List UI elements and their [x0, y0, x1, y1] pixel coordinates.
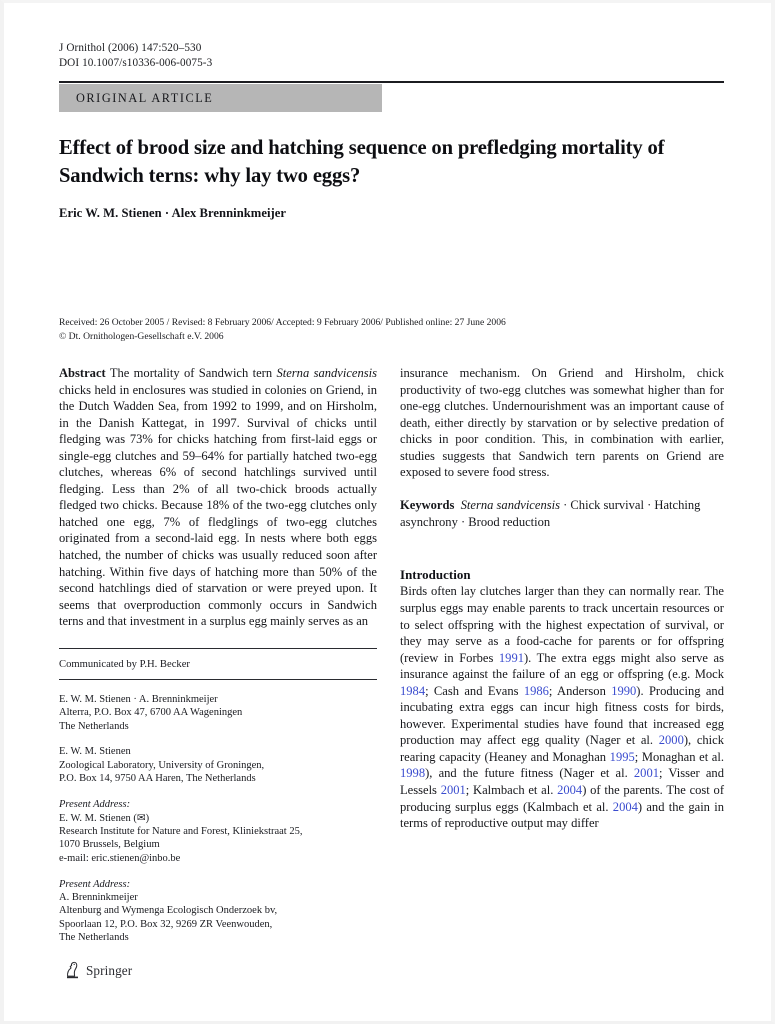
footnote-rule-bottom: [59, 679, 377, 680]
article-type-label: ORIGINAL ARTICLE: [76, 91, 214, 105]
affiliation-item: [59, 878, 377, 945]
affiliation-item: [59, 693, 377, 733]
affiliation-line: Research Institute for Nature and Forest, Kliniekstraat 25,: [59, 825, 303, 837]
citation-forbes-1991[interactable]: 1991: [498, 650, 524, 665]
copyright-line: © Dt. Ornithologen-Gesellschaft e.V. 2006: [59, 330, 224, 342]
publication-history: [59, 316, 724, 343]
doi-line: DOI 10.1007/s10336-006-0075-3: [59, 56, 213, 69]
journal-header: [59, 41, 212, 70]
abstract-continuation: insurance mechanism. On Griend and Hirsholm, chick productivity of two-egg clutches was somewhat higher than for one-egg clutches. Undernourishment was an important cause of death, either directly by starvation or by selective predation of chicks in poor condition. This, in combination with earlier, studies suggests that Sandwich tern parents on Griend are exposed to severe food stress.: [400, 366, 724, 480]
citation-cash-evans-1986[interactable]: 1986: [523, 683, 549, 698]
present-address-label: Present Address:: [59, 799, 131, 811]
left-column: [59, 365, 377, 630]
keywords-terms: · Chick survival · Hatching asynchrony · Brood reduction: [400, 498, 701, 529]
introduction-paragraph: [400, 583, 724, 831]
affiliations-block: [59, 648, 377, 945]
journal-citation: J Ornithol (2006) 147:520–530: [59, 42, 202, 54]
keywords-label: Keywords: [400, 498, 455, 513]
affiliation-email[interactable]: e-mail: eric.stienen@inbo.be: [59, 852, 181, 864]
intro-seg-12: ) and the gain in terms of reproductive output may differ: [400, 799, 724, 831]
communicated-by: Communicated by P.H. Becker: [59, 658, 190, 670]
citation-anderson-1990[interactable]: 1990: [611, 683, 637, 698]
abstract-text-body: chicks held in enclosures was studied in colonies on Griend, in the Dutch Wadden Sea, from 1992 to 1999, and on Hirsholm, in the Danish Kattegat, in 1997. Survival of chicks until fledging was 73% for chicks hatching from first-laid eggs or single-egg clutches and 59–64% for partially hatched two-egg clutches, whereas 6% of second hatchlings survived until fledging. Less than 2% of all two-chick broods actually fledged two chicks. Because 18% of the two-egg clutches only hatched one egg, 7% of fledglings of two-egg clutches originated from a second-laid egg. In nests where both eggs hatched, the number of chicks was usually reduced soon after hatching. Within five days of hatching more than 50% of the second hatchlings died of starvation or were preyed upon. It seems that overproduction commonly occurs in Sandwich terns and that investment in a surplus egg mainly serves as an: [59, 382, 377, 629]
author-list: Eric W. M. Stienen · Alex Brenninkmeijer: [59, 206, 287, 220]
abstract-paragraph: [59, 365, 377, 630]
citation-monaghan-1998[interactable]: 1998: [400, 766, 426, 781]
abstract-label: Abstract: [59, 366, 106, 380]
page-content-area: [59, 3, 724, 1027]
page-title: Effect of brood size and hatching sequence on prefledging mortality of Sandwich terns: why lay two eggs?: [59, 137, 665, 187]
springer-logo: [64, 961, 132, 980]
affiliation-names: E. W. M. Stienen (✉): [59, 812, 150, 824]
intro-seg-3: ; Cash and Evans: [425, 683, 524, 698]
citation-kalmbach-2004[interactable]: 2004: [557, 782, 583, 797]
header-rule: [59, 81, 724, 83]
right-column: [400, 365, 724, 832]
intro-seg-11: ) of the parents. The cost of producing surplus eggs (Kalmbach et al.: [400, 782, 724, 814]
citation-mock-1984[interactable]: 1984: [400, 683, 426, 698]
intro-seg-4: ; Anderson: [548, 683, 612, 698]
affiliation-item: [59, 745, 377, 785]
keywords-line: [400, 497, 724, 530]
citation-nager-2000[interactable]: 2000: [658, 733, 684, 748]
affiliation-line: Altenburg and Wymenga Ecologisch Onderzoek bv,: [59, 905, 278, 917]
citation-heaney-monaghan-1995[interactable]: 1995: [609, 749, 635, 764]
section-heading-introduction: Introduction: [400, 568, 471, 583]
affiliation-line: P.O. Box 14, 9750 AA Haren, The Netherlands: [59, 773, 256, 785]
intro-seg-2: ). The extra eggs might also serve as insurance against the failure of an egg or offspring (e.g. Mock: [400, 650, 724, 682]
affiliation-line: Alterra, P.O. Box 47, 6700 AA Wageningen: [59, 707, 243, 719]
keyword-species: Sterna sandvicensis: [460, 498, 560, 513]
abstract-text-pre: The mortality of Sandwich tern: [109, 366, 277, 380]
affiliation-line: Spoorlaan 12, P.O. Box 32, 9269 ZR Veenwouden,: [59, 918, 273, 930]
affiliation-line: 1070 Brussels, Belgium: [59, 839, 160, 851]
intro-seg-9: ; Visser and Lessels: [400, 766, 724, 797]
article-type-band: [59, 84, 382, 112]
citation-nager-2001[interactable]: 2001: [633, 766, 659, 781]
citation-kalmbach-2004-b[interactable]: 2004: [612, 799, 638, 814]
affiliation-line: Zoological Laboratory, University of Groningen,: [59, 759, 265, 771]
affiliation-names: E. W. M. Stienen · A. Brenninkmeijer: [59, 693, 218, 705]
springer-wordmark: Springer: [86, 962, 133, 978]
intro-seg-6: ), chick rearing capacity (Heaney and Monaghan: [400, 733, 725, 764]
intro-seg-8: ), and the future fitness (Nager et al.: [425, 766, 634, 781]
affiliation-line: The Netherlands: [59, 932, 129, 944]
affiliation-line: The Netherlands: [59, 720, 129, 732]
intro-seg-7: ; Monaghan et al.: [634, 749, 724, 764]
intro-seg-10: ; Kalmbach et al.: [465, 782, 558, 797]
present-address-label: Present Address:: [59, 878, 131, 890]
intro-seg-1: Birds often lay clutches larger than they can normally rear. The surplus eggs may enable parents to track uncertain resources or to select offspring with the highest expectation of survival, or they may serve as a food-cache for parents or for offspring (review in Forbes: [400, 584, 724, 665]
affiliation-names: A. Brenninkmeijer: [59, 892, 138, 904]
intro-seg-5: ). Producing and incubating extra eggs can incur high fitness costs for birds, however. Experimental studies have found that increased egg production may affect egg quality (Nager et al.: [400, 683, 724, 748]
affiliation-item: [59, 798, 377, 865]
affiliation-names: E. W. M. Stienen: [59, 746, 131, 758]
received-revised-accepted-line: Received: 26 October 2005 / Revised: 8 February 2006/ Accepted: 9 February 2006/ Published online: 27 June 2006: [59, 317, 506, 328]
citation-visser-lessels-2001[interactable]: 2001: [440, 782, 466, 797]
springer-knight-icon: [64, 961, 81, 980]
abstract-species-name: Sterna sandvicensis: [276, 366, 377, 380]
